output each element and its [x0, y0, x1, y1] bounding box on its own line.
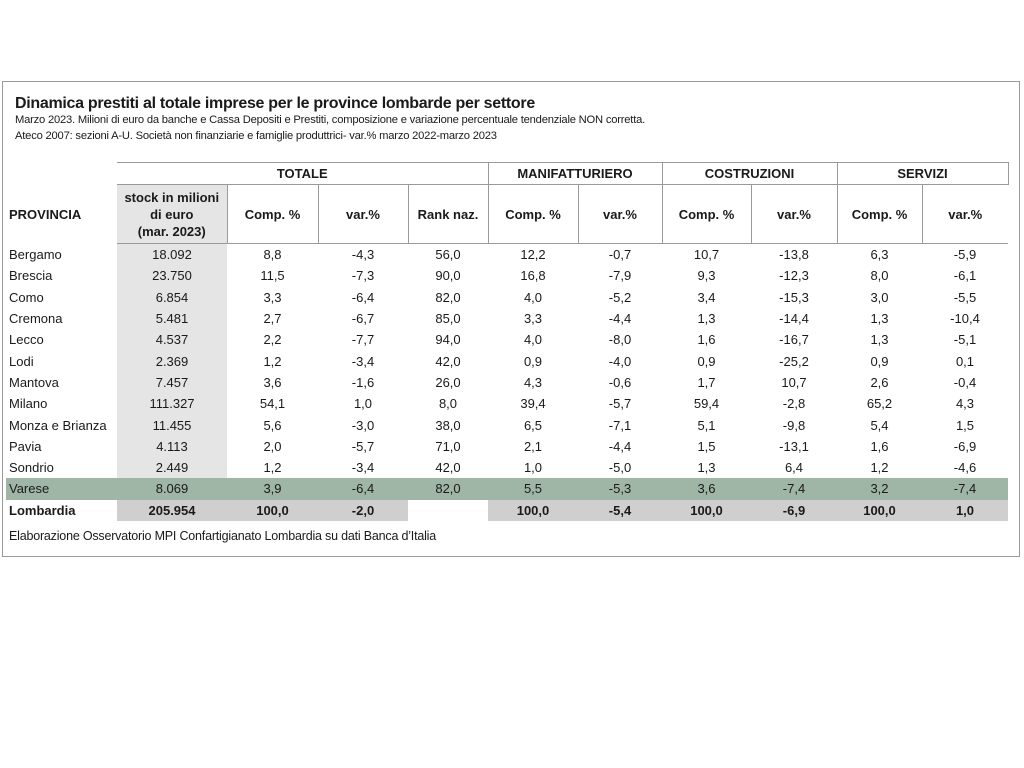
cell-totale-var: -3,4 [351, 460, 375, 476]
cell-manifatturiero-comp: 4,0 [523, 289, 543, 305]
cell-rank: 90,0 [435, 268, 461, 284]
cell-manifatturiero-comp: 100,0 [488, 500, 578, 521]
group-costruzioni: COSTRUZIONI [662, 163, 837, 185]
cell-servizi-var: -6,1 [953, 268, 977, 284]
figure-subtitle-2: Ateco 2007: sezioni A-U. Società non finanziarie e famiglie produttrici- var.% marzo 2022-marzo 2023 [15, 130, 497, 142]
cell-servizi-comp: 8,0 [870, 268, 889, 284]
cell-costruzioni-var: -15,3 [779, 289, 809, 305]
cell-servizi-var: -6,9 [953, 438, 977, 454]
total-row [6, 500, 1008, 521]
cell-servizi-var: 1,5 [955, 417, 975, 433]
table-row [6, 478, 1008, 499]
cell-provincia: Bergamo [9, 246, 62, 262]
cell-totale-comp: 8,8 [263, 247, 282, 263]
data-table [6, 162, 1009, 521]
figure-title: Dinamica prestiti al totale imprese per le province lombarde per settore [15, 95, 535, 112]
cell-manifatturiero-comp: 4,0 [523, 332, 543, 348]
cell-manifatturiero-comp: 6,5 [523, 417, 543, 433]
cell-totale-var: -6,4 [351, 289, 375, 305]
col-rank: Rank naz. [408, 185, 488, 244]
cell-rank: 42,0 [435, 353, 461, 369]
col-manifatturiero-var: var.% [578, 185, 662, 244]
column-header-row [6, 185, 1008, 244]
cell-servizi-var: 1,0 [922, 500, 1008, 521]
cell-stock: 5.481 [117, 308, 227, 329]
cell-provincia: Milano [9, 396, 48, 412]
cell-provincia: Lodi [9, 353, 34, 369]
table-row [6, 308, 1008, 329]
cell-manifatturiero-comp: 0,9 [523, 353, 543, 369]
cell-manifatturiero-var: -5,7 [608, 396, 632, 412]
col-costruzioni-comp: Comp. % [662, 185, 751, 244]
cell-stock: 4.537 [117, 329, 227, 350]
col-servizi-comp: Comp. % [837, 185, 922, 244]
cell-rank: 71,0 [435, 438, 461, 454]
group-totale: TOTALE [117, 163, 488, 185]
cell-rank: 94,0 [435, 332, 461, 348]
cell-servizi-var: -4,6 [953, 460, 977, 476]
cell-totale-var: -5,7 [351, 438, 375, 454]
cell-provincia: Varese [6, 478, 117, 499]
group-header-row [6, 163, 1008, 185]
cell-costruzioni-var: -14,4 [779, 311, 809, 327]
cell-totale-comp: 2,7 [263, 311, 282, 327]
cell-costruzioni-comp: 10,7 [693, 247, 720, 263]
col-manifatturiero-comp: Comp. % [488, 185, 578, 244]
cell-costruzioni-var: 6,4 [784, 460, 804, 476]
cell-servizi-comp: 2,6 [870, 374, 889, 390]
cell-provincia: Mantova [9, 374, 59, 390]
cell-servizi-var: -7,4 [922, 478, 1008, 499]
cell-provincia: Lecco [9, 332, 44, 348]
cell-totale-var: -7,7 [351, 332, 375, 348]
cell-totale-var: 1,0 [353, 396, 373, 412]
col-stock-line-1: stock in milioni [124, 189, 220, 205]
cell-manifatturiero-comp: 12,2 [520, 247, 546, 263]
cell-costruzioni-comp: 5,1 [697, 417, 716, 433]
cell-costruzioni-var: -12,3 [779, 268, 809, 284]
cell-rank: 42,0 [435, 460, 461, 476]
cell-servizi-var: -5,5 [953, 289, 977, 305]
cell-manifatturiero-var: -4,4 [608, 438, 632, 454]
cell-costruzioni-var: -2,8 [782, 396, 806, 412]
cell-manifatturiero-comp: 2,1 [523, 438, 543, 454]
cell-costruzioni-var: -13,1 [779, 438, 809, 454]
cell-rank: 85,0 [435, 311, 461, 327]
cell-stock: 8.069 [117, 478, 227, 499]
cell-totale-comp: 3,9 [227, 478, 318, 499]
cell-servizi-comp: 6,3 [870, 247, 889, 263]
cell-manifatturiero-comp: 39,4 [520, 396, 546, 412]
col-totale-var: var.% [318, 185, 408, 244]
cell-costruzioni-comp: 59,4 [693, 396, 720, 412]
cell-manifatturiero-var: -7,1 [608, 417, 632, 433]
col-provincia: PROVINCIA [9, 206, 82, 222]
table-figure [2, 81, 1020, 557]
cell-manifatturiero-var: -4,0 [608, 353, 632, 369]
cell-totale-comp: 5,6 [263, 417, 282, 433]
cell-servizi-comp: 65,2 [866, 396, 893, 412]
cell-servizi-comp: 1,3 [870, 311, 889, 327]
cell-totale-comp: 2,0 [263, 438, 282, 454]
table-row [6, 457, 1008, 478]
cell-provincia: Lombardia [6, 500, 117, 521]
cell-costruzioni-comp: 1,5 [697, 438, 716, 454]
table-row [6, 265, 1008, 286]
cell-provincia: Brescia [9, 268, 53, 284]
cell-totale-comp: 11,5 [260, 268, 285, 284]
cell-totale-comp: 2,2 [263, 332, 282, 348]
cell-manifatturiero-var: -5,3 [578, 478, 662, 499]
cell-servizi-comp: 1,6 [870, 438, 889, 454]
cell-servizi-var: 4,3 [955, 396, 975, 412]
cell-costruzioni-comp: 1,7 [697, 374, 716, 390]
cell-stock: 205.954 [117, 500, 227, 521]
col-costruzioni-var: var.% [751, 185, 837, 244]
cell-manifatturiero-var: -7,9 [608, 268, 632, 284]
table-row [6, 244, 1008, 266]
cell-costruzioni-comp: 1,6 [697, 332, 716, 348]
table-row [6, 436, 1008, 457]
cell-provincia: Cremona [9, 311, 63, 327]
cell-totale-var: -7,3 [351, 268, 375, 284]
cell-costruzioni-comp: 3,6 [662, 478, 751, 499]
table-row [6, 287, 1008, 308]
cell-servizi-var: -0,4 [953, 374, 977, 390]
table-row [6, 393, 1008, 414]
group-manifatturiero: MANIFATTURIERO [488, 163, 662, 185]
cell-provincia: Pavia [9, 438, 42, 454]
cell-servizi-var: -10,4 [950, 311, 980, 327]
cell-manifatturiero-var: -5,4 [578, 500, 662, 521]
col-servizi-var: var.% [922, 185, 1008, 244]
cell-costruzioni-var: -25,2 [779, 353, 809, 369]
cell-manifatturiero-comp: 3,3 [523, 311, 543, 327]
cell-manifatturiero-var: -4,4 [608, 311, 632, 327]
cell-stock: 18.092 [117, 244, 227, 266]
cell-servizi-comp: 1,3 [870, 332, 889, 348]
cell-stock: 7.457 [117, 372, 227, 393]
source-note: Elaborazione Osservatorio MPI Confartigianato Lombardia su dati Banca d’Italia [9, 529, 437, 543]
cell-manifatturiero-comp: 4,3 [523, 374, 543, 390]
cell-totale-comp: 54,1 [259, 396, 286, 412]
cell-rank: 38,0 [435, 417, 461, 433]
cell-manifatturiero-var: -5,2 [608, 289, 632, 305]
cell-manifatturiero-var: -5,0 [608, 460, 632, 476]
cell-servizi-var: -5,9 [953, 247, 977, 263]
cell-rank [408, 500, 488, 521]
cell-stock: 2.449 [117, 457, 227, 478]
cell-totale-comp: 1,2 [263, 353, 282, 369]
cell-costruzioni-var: -9,8 [782, 417, 806, 433]
cell-manifatturiero-var: -0,7 [608, 247, 632, 263]
cell-provincia: Sondrio [9, 460, 54, 476]
cell-rank: 82,0 [408, 478, 488, 499]
cell-costruzioni-comp: 1,3 [697, 311, 716, 327]
figure-subtitle: Marzo 2023. Milioni di euro da banche e Cassa Depositi e Prestiti, composizione e variazione percentuale tendenziale NON corretta. [15, 114, 646, 126]
cell-manifatturiero-comp: 16,8 [520, 268, 546, 284]
table-row [6, 329, 1008, 350]
cell-costruzioni-comp: 100,0 [662, 500, 751, 521]
cell-totale-var: -3,4 [351, 353, 375, 369]
cell-totale-var: -2,0 [318, 500, 408, 521]
cell-totale-var: -1,6 [351, 374, 375, 390]
col-stock-line-3: (mar. 2023) [137, 223, 206, 239]
cell-totale-var: -6,7 [351, 311, 375, 327]
cell-costruzioni-comp: 3,4 [697, 289, 716, 305]
cell-servizi-comp: 3,2 [837, 478, 922, 499]
table-row [6, 372, 1008, 393]
cell-stock: 4.113 [117, 436, 227, 457]
cell-costruzioni-var: 10,7 [781, 374, 807, 390]
cell-rank: 8,0 [438, 396, 458, 412]
cell-servizi-var: -5,1 [953, 332, 977, 348]
cell-provincia: Monza e Brianza [9, 417, 107, 433]
col-stock-line-2: di euro [150, 206, 194, 222]
cell-servizi-comp: 1,2 [870, 460, 889, 476]
col-totale-comp: Comp. % [227, 185, 318, 244]
cell-servizi-var: 0,1 [955, 353, 975, 369]
cell-manifatturiero-comp: 1,0 [523, 460, 543, 476]
cell-totale-var: -6,4 [318, 478, 408, 499]
cell-costruzioni-comp: 9,3 [697, 268, 716, 284]
cell-costruzioni-var: -13,8 [779, 247, 809, 263]
cell-costruzioni-comp: 1,3 [697, 460, 716, 476]
cell-costruzioni-var: -16,7 [779, 332, 809, 348]
cell-totale-var: -4,3 [351, 247, 375, 263]
cell-costruzioni-var: -7,4 [751, 478, 837, 499]
table-row [6, 350, 1008, 371]
cell-servizi-comp: 0,9 [870, 353, 889, 369]
cell-totale-comp: 1,2 [263, 460, 282, 476]
col-stock [117, 185, 227, 244]
cell-stock: 6.854 [117, 287, 227, 308]
cell-rank: 26,0 [435, 374, 461, 390]
cell-stock: 23.750 [117, 265, 227, 286]
cell-manifatturiero-var: -0,6 [608, 374, 632, 390]
cell-manifatturiero-comp: 5,5 [488, 478, 578, 499]
cell-servizi-comp: 100,0 [837, 500, 922, 521]
cell-rank: 56,0 [435, 247, 461, 263]
cell-totale-var: -3,0 [351, 417, 375, 433]
cell-provincia: Como [9, 289, 44, 305]
cell-totale-comp: 100,0 [227, 500, 318, 521]
group-servizi: SERVIZI [837, 163, 1008, 185]
cell-costruzioni-comp: 0,9 [697, 353, 716, 369]
cell-totale-comp: 3,3 [263, 289, 282, 305]
table-body [6, 244, 1008, 521]
cell-servizi-comp: 5,4 [870, 417, 889, 433]
table-row [6, 414, 1008, 435]
cell-stock: 111.327 [117, 393, 227, 414]
cell-costruzioni-var: -6,9 [751, 500, 837, 521]
cell-servizi-comp: 3,0 [870, 289, 889, 305]
cell-rank: 82,0 [435, 289, 461, 305]
cell-stock: 11.455 [117, 414, 227, 435]
cell-manifatturiero-var: -8,0 [608, 332, 632, 348]
cell-totale-comp: 3,6 [263, 374, 282, 390]
cell-stock: 2.369 [117, 350, 227, 371]
